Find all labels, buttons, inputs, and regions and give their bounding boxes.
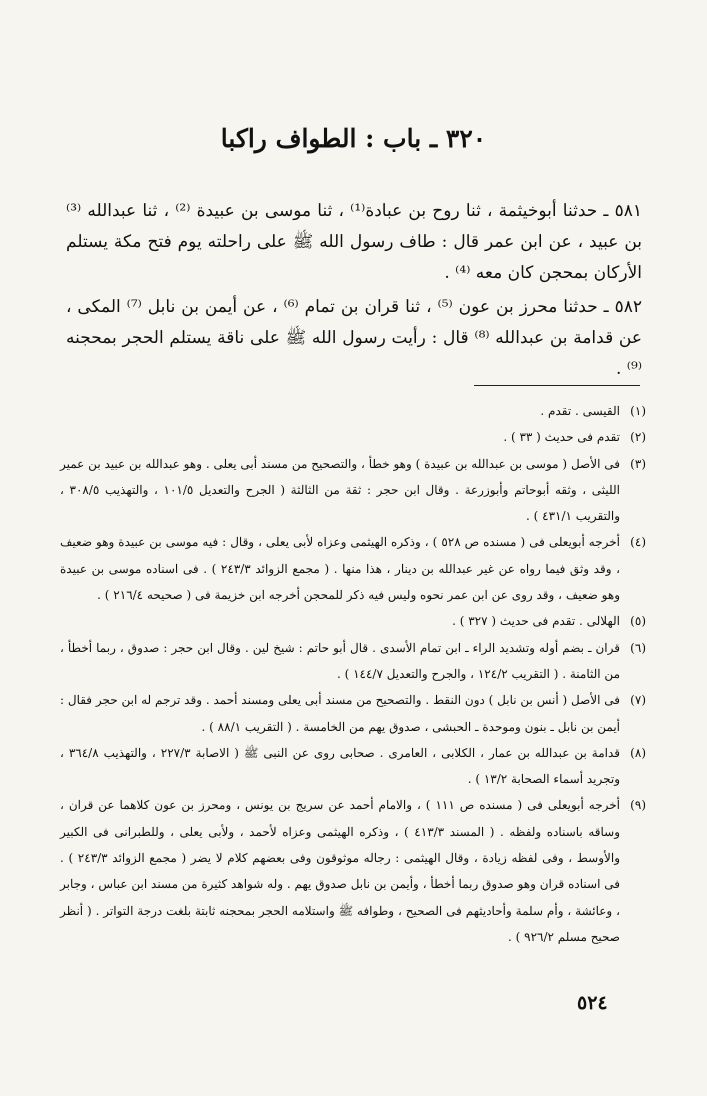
footnote-text: فى الأصل ( موسى بن عبدالله بن عبيدة ) وهو خطأ ، والتصحيح من مسند أبى يعلى . وهو عبدالله بن عبيد بن عمير الليثى ، وثقه أبوحاتم وأبوزرعة . وقال ابن حجر : ثقة من الثالثة ( الجرح والتعديل ١٠١/٥ ، والتهذيب ٣٠٨/٥ ، والتقريب ٤٣١/١ ) . bbox=[60, 456, 620, 524]
footnotes bbox=[60, 398, 646, 950]
footnote-item bbox=[60, 740, 646, 793]
footnote-text: قران ـ بضم أوله وتشديد الراء ـ ابن تمام الأسدى . قال أبو حاتم : شيخ لين . وقال ابن حجر : صدوق ، ربما أخطأ ، من الثامنة . ( التقريب ١٢٤/٢ ، والجرح والتعديل ١٤٤/٧ ) . bbox=[60, 640, 620, 681]
footnote-item bbox=[60, 398, 646, 424]
footnote-text: أخرجه أبويعلى فى ( مسنده ص ١١١ ) ، والامام أحمد عن سريج بن يونس ، ومحرز بن عون كلاهما عن قران ، وساقه باسناده ولفظه . ( المسند ٤١٣/٣ ) ، وذكره الهيثمى وعزاه لأحمد ، ولأبى يعلى ، وللطبرانى فى الكبير والأوسط ، وفى لفظه زيادة ، وقال الهيثمى : رجاله موثوقون وفى بعضهم كلام لا يضر ( مجمع الزوائد ٢٤٣/٣ ) . فى اسناده قران وهو صدوق ربما أخطأ ، وأيمن بن نابل صدوق يهم . وله شواهد كثيرة من مسند ابن عباس ، وجابر ، وعائشة ، وأم سلمة وأحاديثهم فى الصحيح ، وطوافه ﷺ واستلامه الحجر بمحجنه ثابتة بلغت درجة التواتر . ( أنظر صحيح مسلم ٩٢٦/٢ ) . bbox=[60, 798, 621, 944]
footnote-separator bbox=[474, 385, 640, 386]
footnote-number: (٩) bbox=[630, 798, 646, 813]
footnote-text: القيسى . تقدم . bbox=[540, 404, 620, 418]
footnote-text: قدامة بن عبدالله بن عمار ، الكلابى ، العامرى . صحابى روى عن النبى ﷺ ( الاصابة ٢٢٧/٣ ، والتهذيب ٣٦٤/٨ ، وتجريد أسماء الصحابة ١٣/٢ ) . bbox=[60, 745, 620, 787]
footnote-text: فى الأصل ( أنس بن نابل ) دون النقط . والتصحيح من مسند أبى يعلى ومسند أحمد . وقد ترجم له ابن حجر فقال : أيمن بن نابل ـ بنون وموحدة ـ الحبشى ، صدوق يهم من الخامسة . ( التقريب ٨٨/١ ) . bbox=[60, 693, 620, 734]
footnote-item bbox=[60, 635, 646, 688]
footnote-number: (٢) bbox=[630, 430, 646, 445]
footnote-item bbox=[60, 424, 646, 450]
chapter-title: ٣٢٠ ـ باب : الطواف راكبا bbox=[220, 124, 487, 153]
footnote-number: (٣) bbox=[630, 456, 646, 471]
footnote-number: (٨) bbox=[630, 745, 646, 760]
footnote-number: (١) bbox=[630, 404, 646, 418]
hadith-581: ٥٨١ ـ حدثنا أبوخيثمة ، ثنا روح بن عبادة⁽¹⁾ ، ثنا موسى بن عبيدة ⁽²⁾ ، ثنا عبدالله ⁽³⁾ بن عبيد ، عن ابن عمر قال : طاف رسول الله ﷺ على راحلته يوم فتح مكة يستلم الأركان بمحجن كان معه ⁽⁴⁾ . bbox=[66, 201, 642, 283]
page-number: ٥٢٤ bbox=[577, 992, 608, 1014]
footnote-text: الهلالى . تقدم فى حديث ( ٣٢٧ ) . bbox=[452, 614, 620, 629]
footnote-text: أخرجه أبويعلى فى ( مسنده ص ٥٢٨ ) ، وذكره الهيثمى وعزاه لأبى يعلى ، وقال : فيه موسى بن عبيدة وهو ضعيف ، وقد وثق فيما رواه عن غير عبدالله بن دينار ، هذا منها . ( مجمع الزوائد ٢٤٣/٣ ) . فى اسناده موسى بن عبيدة وهو ضعيف ، وقد روى عن ابن عمر نحوه وليس فيه ذكر للمحجن أخرجه ابن خزيمة فى ( صحيحه ٢١٦/٤ ) . bbox=[60, 535, 621, 603]
footnote-number: (٧) bbox=[630, 693, 646, 708]
footnote-item bbox=[60, 451, 646, 530]
footnote-item bbox=[60, 608, 646, 634]
footnote-item bbox=[60, 529, 646, 608]
footnote-number: (٦) bbox=[630, 640, 646, 655]
footnote-number: (٤) bbox=[630, 535, 646, 550]
footnote-item bbox=[60, 687, 646, 740]
footnote-number: (٥) bbox=[630, 614, 646, 629]
footnote-text: تقدم فى حديث ( ٣٣ ) . bbox=[503, 430, 620, 445]
footnote-item bbox=[60, 792, 646, 950]
hadith-582: ٥٨٢ ـ حدثنا محرز بن عون ⁽⁵⁾ ، ثنا قران بن تمام ⁽⁶⁾ ، عن أيمن بن نابل ⁽⁷⁾ المكى ، عن قدامة بن عبدالله ⁽⁸⁾ قال : رأيت رسول الله ﷺ على ناقة يستلم الحجر بمحجنه ⁽⁹⁾ . bbox=[66, 297, 643, 379]
